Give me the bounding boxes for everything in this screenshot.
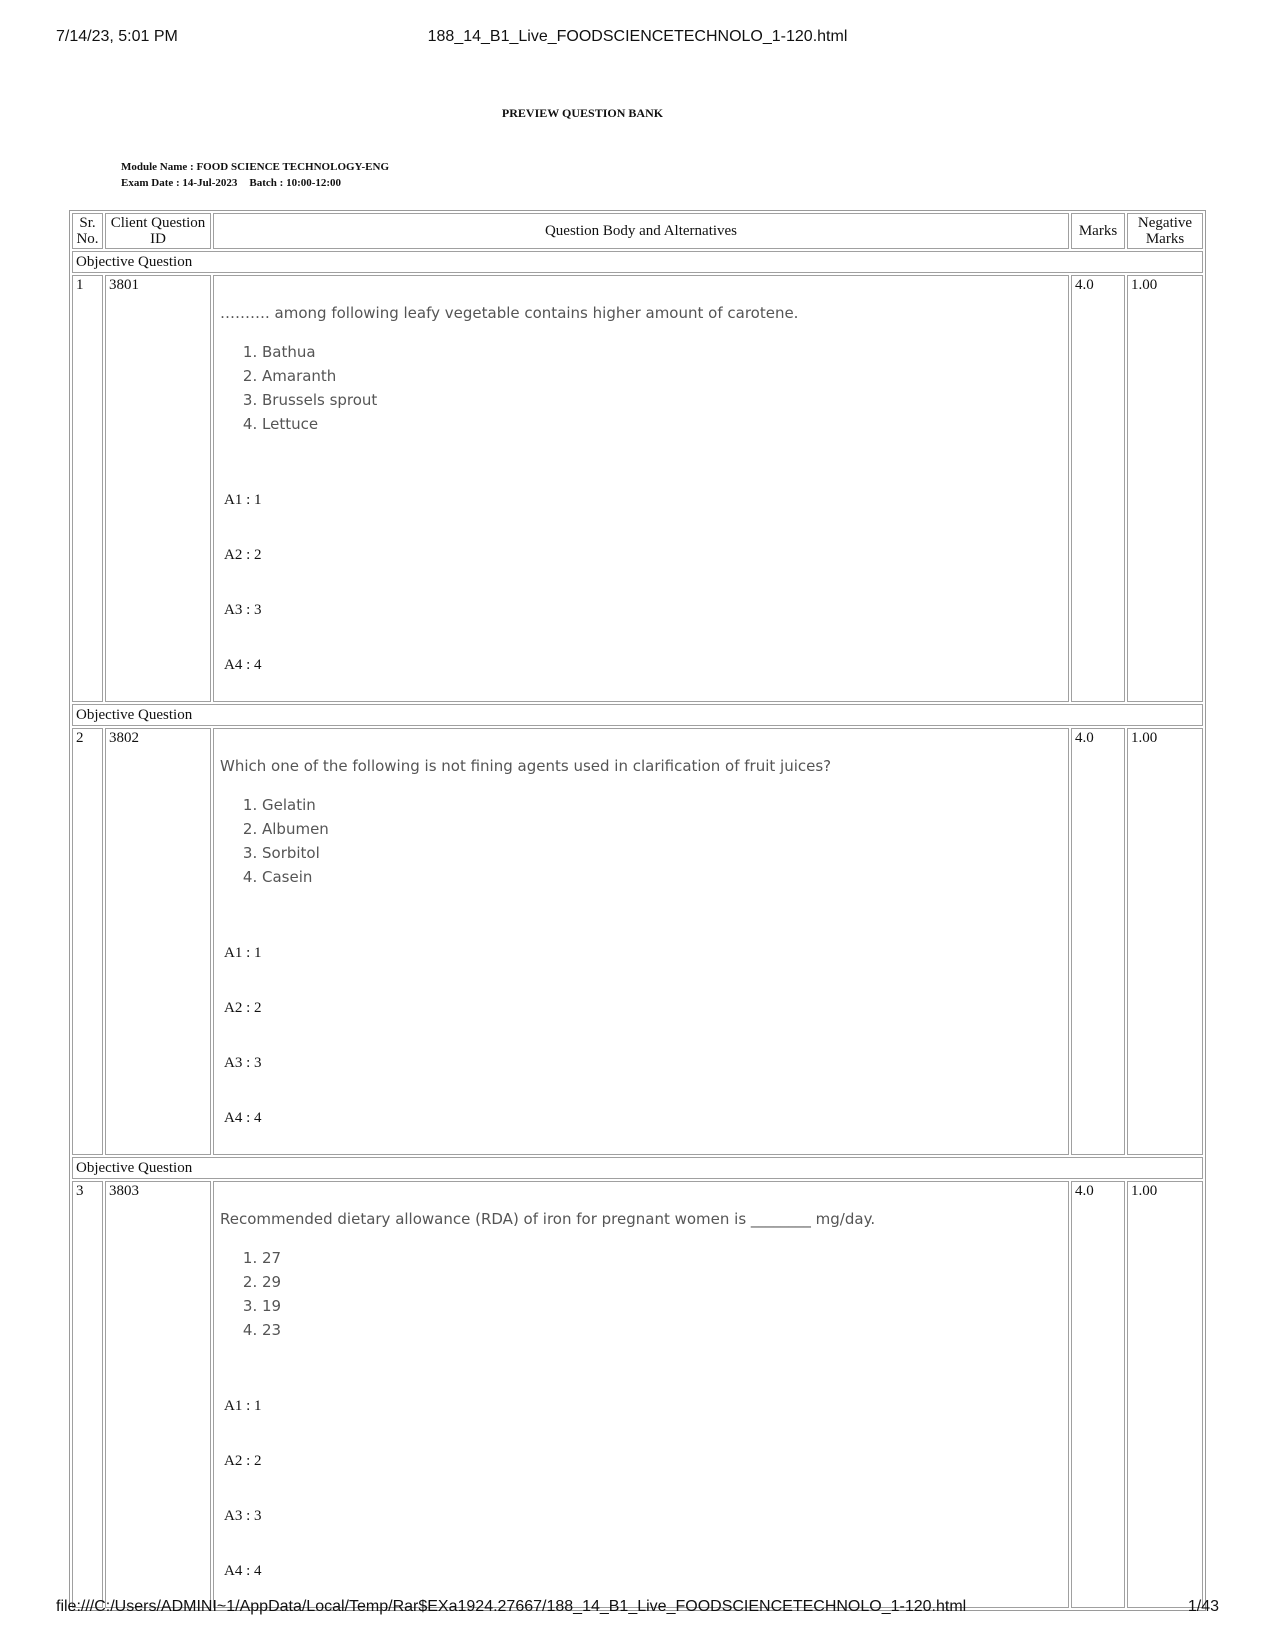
question-rows bbox=[72, 251, 1203, 1608]
section-row bbox=[72, 251, 1203, 273]
alternatives-list bbox=[218, 1398, 1064, 1607]
option-item: 3. 19 bbox=[262, 1294, 1064, 1318]
sr-no-cell: 3 bbox=[72, 1181, 103, 1608]
alternative-item: A1 : 1 bbox=[224, 1398, 262, 1414]
negative-marks-cell: 1.00 bbox=[1127, 1181, 1203, 1608]
question-body-cell bbox=[213, 275, 1069, 702]
marks-cell: 4.0 bbox=[1071, 275, 1125, 702]
negative-marks-cell: 1.00 bbox=[1127, 275, 1203, 702]
marks-cell: 4.0 bbox=[1071, 1181, 1125, 1608]
alternative-item: A4 : 4 bbox=[224, 1110, 262, 1126]
alternative-item: A2 : 2 bbox=[224, 1000, 262, 1016]
alternative-item: A4 : 4 bbox=[224, 657, 262, 673]
client-question-id-cell: 3803 bbox=[105, 1181, 211, 1608]
section-label: Objective Question bbox=[72, 1157, 1203, 1179]
print-header bbox=[56, 28, 1219, 52]
question-text: Which one of the following is not fining agents used in clarification of fruit juices? bbox=[220, 757, 832, 775]
alternative-item: A2 : 2 bbox=[224, 1453, 262, 1469]
module-name: Module Name : FOOD SCIENCE TECHNOLOGY-ENG bbox=[121, 161, 389, 173]
header-client-question-id: Client Question ID bbox=[105, 213, 211, 249]
table-row bbox=[72, 1181, 1203, 1608]
options-list bbox=[218, 1246, 1064, 1342]
negative-marks-cell: 1.00 bbox=[1127, 728, 1203, 1155]
section-row bbox=[72, 704, 1203, 726]
question-table-wrapper bbox=[69, 210, 1206, 1651]
alternative-item: A2 : 2 bbox=[224, 547, 262, 563]
client-question-id-cell: 3801 bbox=[105, 275, 211, 702]
options-list bbox=[218, 793, 1064, 889]
question-table bbox=[69, 210, 1206, 1611]
page-number: 1/43 bbox=[1187, 1598, 1219, 1615]
option-item: 2. Albumen bbox=[262, 817, 1064, 841]
option-item: 3. Sorbitol bbox=[262, 841, 1064, 865]
print-datetime: 7/14/23, 5:01 PM bbox=[56, 28, 178, 45]
option-item: 1. 27 bbox=[262, 1246, 1064, 1270]
alternative-item: A3 : 3 bbox=[224, 1508, 262, 1524]
table-row bbox=[72, 728, 1203, 1155]
module-info bbox=[121, 159, 389, 191]
option-item: 3. Brussels sprout bbox=[262, 388, 1064, 412]
print-filename: 188_14_B1_Live_FOODSCIENCETECHNOLO_1-120.html bbox=[427, 28, 848, 45]
alternative-item: A1 : 1 bbox=[224, 492, 262, 508]
file-path: file:///C:/Users/ADMINI~1/AppData/Local/Temp/Rar$EXa1924.27667/188_14_B1_Live_FOODSCIENCETECHNOLO_1-120.html bbox=[56, 1598, 967, 1615]
option-item: 1. Bathua bbox=[262, 340, 1064, 364]
header-marks: Marks bbox=[1071, 213, 1125, 249]
header-question-body: Question Body and Alternatives bbox=[213, 213, 1069, 249]
section-label: Objective Question bbox=[72, 251, 1203, 273]
option-item: 4. Lettuce bbox=[262, 412, 1064, 436]
sr-no-cell: 2 bbox=[72, 728, 103, 1155]
section-label: Objective Question bbox=[72, 704, 1203, 726]
page-title: PREVIEW QUESTION BANK bbox=[501, 106, 664, 120]
section-row bbox=[72, 1157, 1203, 1179]
option-item: 4. 23 bbox=[262, 1318, 1064, 1342]
batch: Batch : 10:00-12:00 bbox=[249, 177, 342, 189]
header-negative-marks: Negative Marks bbox=[1127, 213, 1203, 249]
table-row bbox=[72, 275, 1203, 702]
marks-cell: 4.0 bbox=[1071, 728, 1125, 1155]
header-sr-no: Sr. No. bbox=[72, 213, 103, 249]
print-footer bbox=[56, 1598, 1219, 1622]
sr-no-cell: 1 bbox=[72, 275, 103, 702]
question-body-cell bbox=[213, 1181, 1069, 1608]
alternatives-list bbox=[218, 945, 1064, 1154]
client-question-id-cell: 3802 bbox=[105, 728, 211, 1155]
option-item: 1. Gelatin bbox=[262, 793, 1064, 817]
option-item: 2. 29 bbox=[262, 1270, 1064, 1294]
alternative-item: A3 : 3 bbox=[224, 602, 262, 618]
alternative-item: A1 : 1 bbox=[224, 945, 262, 961]
option-item: 2. Amaranth bbox=[262, 364, 1064, 388]
alternative-item: A4 : 4 bbox=[224, 1563, 262, 1579]
question-body-cell bbox=[213, 728, 1069, 1155]
exam-date: Exam Date : 14-Jul-2023 bbox=[121, 177, 238, 189]
exam-info bbox=[121, 175, 389, 191]
table-header-row bbox=[72, 213, 1203, 249]
alternative-item: A3 : 3 bbox=[224, 1055, 262, 1071]
question-text: Recommended dietary allowance (RDA) of iron for pregnant women is ________ mg/day. bbox=[220, 1210, 876, 1228]
options-list bbox=[218, 340, 1064, 436]
question-text: ………. among following leafy vegetable contains higher amount of carotene. bbox=[220, 304, 799, 322]
alternatives-list bbox=[218, 492, 1064, 701]
option-item: 4. Casein bbox=[262, 865, 1064, 889]
